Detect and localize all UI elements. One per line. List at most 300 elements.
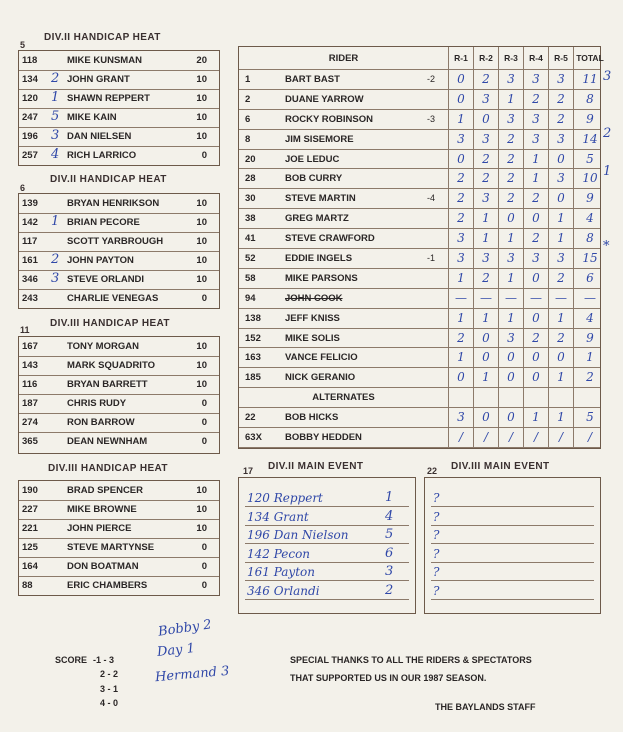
- round-score: 1: [498, 229, 523, 248]
- round-score: 1: [523, 169, 548, 188]
- rider-number: 2: [245, 93, 251, 105]
- total-score: 5: [573, 150, 606, 169]
- round-score: 0: [473, 329, 498, 348]
- heat-row: [19, 375, 219, 395]
- rider-number: 30: [245, 193, 256, 205]
- placing-note: 3: [603, 69, 612, 84]
- entry-place: 6: [385, 545, 394, 561]
- entry-rider: 346 Orlandi: [247, 583, 320, 598]
- main-event-entry: [245, 544, 409, 563]
- round-score: 3: [448, 130, 473, 149]
- handicap-points: 10: [196, 131, 207, 142]
- scoreboard-row: [239, 130, 600, 150]
- round-score: 0: [448, 368, 473, 387]
- heat-row: [19, 127, 219, 147]
- heat-6-box: [18, 193, 220, 309]
- entry-rider: ?: [433, 509, 440, 524]
- rider-number: 28: [245, 173, 256, 185]
- rider-number: 134: [22, 74, 38, 85]
- rider-name: BOB CURRY: [285, 173, 343, 185]
- round-score: 2: [548, 110, 573, 129]
- round-score: /: [523, 428, 548, 447]
- round-score: 1: [548, 368, 573, 387]
- rider-number: 221: [22, 523, 38, 534]
- round-score: 2: [448, 209, 473, 228]
- finish-mark: 5: [51, 109, 60, 124]
- heat-11-number: 11: [20, 325, 30, 335]
- main-event-entry: [245, 525, 409, 544]
- main-event-entry: [431, 507, 594, 526]
- round-score: 2: [473, 70, 498, 89]
- rider-name: BRAD SPENCER: [67, 485, 144, 496]
- entry-rider: ?: [433, 583, 440, 598]
- round-score: 1: [473, 309, 498, 328]
- round-score: 3: [498, 70, 523, 89]
- round-score: 1: [548, 309, 573, 328]
- main-event-entry: [431, 544, 594, 563]
- total-score: /: [573, 428, 606, 447]
- handicap-points: 10: [196, 236, 207, 247]
- rider-number: 167: [22, 341, 38, 352]
- heat-row: [19, 394, 219, 414]
- scoreboard-row: [239, 408, 600, 428]
- entry-place: 5: [385, 527, 394, 542]
- heat-last-box: [18, 480, 220, 596]
- rider-number: 196: [22, 131, 38, 142]
- round-1-header: R-1: [448, 47, 473, 69]
- round-score: 2: [448, 189, 473, 208]
- heat-row: [19, 500, 219, 520]
- rider-number: 187: [22, 398, 38, 409]
- penalty: -1: [427, 253, 436, 264]
- round-score: 2: [473, 269, 498, 288]
- rider-header: RIDER: [328, 53, 359, 64]
- heat-row: [19, 576, 219, 595]
- rider-name: BRIAN PECORE: [67, 217, 140, 228]
- entry-rider: ?: [433, 546, 440, 561]
- main-event-17-number: 17: [243, 466, 254, 476]
- round-4-header: R-4: [523, 47, 548, 69]
- handicap-points: 10: [196, 341, 207, 352]
- penalty: -3: [427, 113, 436, 124]
- rider-number: 163: [245, 352, 261, 364]
- rider-name: SHAWN REPPERT: [67, 93, 150, 104]
- rider-name: JIM SISEMORE: [285, 133, 354, 145]
- round-score: 2: [523, 90, 548, 109]
- round-score: 1: [448, 348, 473, 367]
- round-score: 1: [548, 229, 573, 248]
- heat-row: [19, 194, 219, 214]
- rider-number: 125: [22, 542, 38, 553]
- heat-row: [19, 270, 219, 290]
- rider-number: 52: [245, 253, 256, 265]
- round-score: 1: [523, 150, 548, 169]
- rider-name: TONY MORGAN: [67, 341, 139, 352]
- total-score: 9: [573, 329, 606, 348]
- scoreboard-row: [239, 269, 600, 289]
- handicap-points: 10: [196, 93, 207, 104]
- total-score: 9: [573, 110, 606, 129]
- round-score: 3: [548, 70, 573, 89]
- heat-row: [19, 289, 219, 308]
- handicap-points: 10: [196, 379, 207, 390]
- rider-name: MIKE KAIN: [67, 112, 117, 123]
- round-5-header: R-5: [548, 47, 573, 69]
- rider-number: 274: [22, 417, 38, 428]
- rider-name: NICK GERANIO: [285, 372, 356, 384]
- rider-number: 8: [245, 133, 251, 145]
- total-score: 8: [573, 90, 606, 109]
- round-score: 1: [498, 269, 523, 288]
- rider-scoreboard: [238, 46, 604, 449]
- main-event-22-title: DIV.III MAIN EVENT: [451, 461, 550, 472]
- rider-number: 116: [22, 379, 38, 390]
- round-score: 2: [548, 90, 573, 109]
- heat-row: [19, 213, 219, 233]
- handicap-points: 10: [196, 274, 207, 285]
- total-score: 15: [573, 249, 606, 268]
- round-score: 3: [473, 130, 498, 149]
- round-score: 2: [523, 189, 548, 208]
- round-score: —: [548, 289, 573, 308]
- main-event-entry: [431, 488, 594, 507]
- handicap-points: 10: [196, 504, 207, 515]
- round-score: 0: [548, 348, 573, 367]
- entry-place: 4: [385, 508, 394, 524]
- rider-number: 139: [22, 198, 38, 209]
- round-score: —: [448, 289, 473, 308]
- scoreboard-row: [239, 348, 600, 368]
- rider-number: 365: [22, 436, 38, 447]
- handicap-points: 0: [201, 436, 207, 447]
- round-score: 0: [523, 269, 548, 288]
- finish-mark: 1: [51, 90, 60, 105]
- score-line-4: 4 - 0: [100, 698, 119, 708]
- rider-name: JEFF KNISS: [285, 312, 340, 324]
- rider-name: JOHN PAYTON: [67, 255, 134, 266]
- entry-rider: 134 Grant: [247, 509, 309, 524]
- handicap-points: 20: [196, 55, 207, 66]
- round-score: 1: [448, 309, 473, 328]
- rider-number: 257: [22, 150, 38, 161]
- handicap-points: 0: [201, 561, 207, 572]
- rider-number: 161: [22, 255, 38, 266]
- round-score: —: [498, 289, 523, 308]
- rider-number: 1: [245, 74, 251, 85]
- finish-mark: 1: [51, 214, 60, 229]
- round-score: 0: [523, 368, 548, 387]
- finish-mark: 4: [51, 147, 60, 162]
- handicap-points: 0: [201, 150, 207, 161]
- round-score: 3: [448, 408, 473, 427]
- entry-place: 2: [385, 582, 394, 598]
- round-score: 2: [523, 229, 548, 248]
- rider-name: MIKE KUNSMAN: [67, 55, 142, 66]
- main-event-entry: [431, 581, 594, 600]
- entry-rider: 196 Dan Nielson: [247, 528, 349, 542]
- round-score: 0: [523, 209, 548, 228]
- rider-number: 6: [245, 113, 251, 125]
- heat-row: [19, 89, 219, 109]
- rider-number: 138: [245, 312, 261, 324]
- heat-11-box: [18, 336, 220, 454]
- rider-number: 164: [22, 561, 38, 572]
- rider-number: 346: [22, 274, 38, 285]
- round-score: 3: [498, 249, 523, 268]
- handicap-points: 10: [196, 217, 207, 228]
- total-score: —: [573, 289, 606, 308]
- scoreboard-row: [239, 309, 600, 329]
- scoreboard-row: [239, 70, 600, 90]
- rider-name: SCOTT YARBROUGH: [67, 236, 164, 247]
- total-score: 14: [573, 130, 606, 149]
- scoreboard-row: [239, 329, 600, 349]
- heat-row: [19, 538, 219, 558]
- rider-name: DEAN NEWNHAM: [67, 436, 148, 447]
- rider-number: 22: [245, 412, 256, 424]
- round-score: 3: [498, 329, 523, 348]
- main-event-17-box: [238, 477, 416, 614]
- rider-name: MARK SQUADRITO: [67, 360, 155, 371]
- placing-note: *: [603, 239, 610, 255]
- rider-name: BRYAN HENRIKSON: [67, 198, 160, 209]
- finish-mark: 2: [51, 252, 60, 267]
- scoreboard-row: [239, 289, 600, 309]
- round-score: 3: [523, 130, 548, 149]
- round-score: 1: [548, 209, 573, 228]
- entry-place: 3: [385, 564, 394, 579]
- heat-row: [19, 337, 219, 357]
- rider-number: 58: [245, 272, 256, 284]
- round-score: 3: [473, 249, 498, 268]
- round-score: —: [473, 289, 498, 308]
- heat-6-title: DIV.II HANDICAP HEAT: [50, 174, 167, 185]
- rider-name: ERIC CHAMBERS: [67, 580, 148, 591]
- round-score: 0: [473, 348, 498, 367]
- rider-name: ROCKY ROBINSON: [285, 113, 373, 125]
- entry-rider: ?: [433, 528, 440, 542]
- rider-name: BOBBY HEDDEN: [285, 432, 362, 444]
- heat-5-number: 5: [20, 40, 26, 50]
- handwritten-bobby: Bobby 2: [157, 617, 213, 640]
- rider-name: JOHN COOK: [285, 292, 343, 304]
- round-score: 0: [473, 110, 498, 129]
- round-score: /: [448, 428, 473, 447]
- rider-number: 243: [22, 293, 38, 304]
- rider-number: 120: [22, 93, 38, 104]
- heat-row: [19, 146, 219, 165]
- handwritten-day: Day 1: [156, 641, 196, 660]
- rider-number: 118: [22, 55, 38, 66]
- round-score: 0: [498, 368, 523, 387]
- total-score: 4: [573, 309, 606, 328]
- round-score: 3: [523, 70, 548, 89]
- rider-number: 94: [245, 292, 256, 304]
- rider-number: 20: [245, 153, 256, 165]
- total-score: 10: [573, 169, 606, 188]
- handicap-points: 10: [196, 485, 207, 496]
- round-score: 1: [473, 209, 498, 228]
- main-event-entry: [245, 562, 409, 581]
- placing-note: 1: [603, 163, 612, 179]
- handicap-points: 10: [196, 523, 207, 534]
- rider-number: 88: [22, 580, 33, 591]
- rider-name: STEVE ORLANDI: [67, 274, 145, 285]
- handicap-points: 0: [201, 398, 207, 409]
- rider-name: MIKE BROWNE: [67, 504, 137, 515]
- round-score: 1: [473, 368, 498, 387]
- rider-number: 63X: [245, 432, 262, 444]
- finish-mark: 2: [51, 71, 60, 86]
- round-score: 2: [473, 169, 498, 188]
- entry-rider: 120 Reppert: [247, 491, 323, 505]
- main-event-22-box: [424, 477, 601, 614]
- round-score: 0: [523, 309, 548, 328]
- heat-5-title: DIV.II HANDICAP HEAT: [44, 32, 161, 43]
- heat-row: [19, 232, 219, 252]
- handicap-points: 0: [201, 417, 207, 428]
- total-score: 8: [573, 229, 606, 248]
- scoreboard-row: [239, 189, 600, 209]
- rider-name: STEVE CRAWFORD: [285, 233, 375, 245]
- rider-number: 117: [22, 236, 38, 247]
- scoreboard-row: [239, 428, 600, 448]
- heat-11-title: DIV.III HANDICAP HEAT: [50, 318, 170, 329]
- heat-row: [19, 481, 219, 501]
- round-score: 3: [548, 249, 573, 268]
- rider-name: JOE LEDUC: [285, 153, 340, 165]
- rider-name: VANCE FELICIO: [285, 352, 358, 364]
- entry-rider: ?: [433, 491, 440, 505]
- round-score: 3: [448, 249, 473, 268]
- entry-place: 1: [385, 490, 394, 505]
- rider-number: 185: [245, 372, 261, 384]
- round-score: 0: [548, 150, 573, 169]
- round-score: 2: [548, 269, 573, 288]
- total-score: 1: [573, 348, 606, 367]
- total-score: 2: [573, 368, 606, 387]
- round-score: 0: [523, 348, 548, 367]
- round-2-header: R-2: [473, 47, 498, 69]
- rider-name: MIKE PARSONS: [285, 272, 358, 284]
- heat-row: [19, 356, 219, 376]
- heat-row: [19, 557, 219, 577]
- heat-5-box: [18, 50, 220, 166]
- rider-number: 152: [245, 332, 261, 344]
- round-score: 3: [523, 110, 548, 129]
- round-score: 0: [498, 209, 523, 228]
- rider-name: DAN NIELSEN: [67, 131, 132, 142]
- round-score: 0: [448, 150, 473, 169]
- round-score: 0: [498, 348, 523, 367]
- rider-number: 143: [22, 360, 38, 371]
- scoreboard-row: [239, 229, 600, 249]
- rider-name: DON BOATMAN: [67, 561, 139, 572]
- handicap-points: 0: [201, 542, 207, 553]
- round-score: 0: [448, 90, 473, 109]
- scoreboard-row: [239, 249, 600, 269]
- round-score: 2: [498, 130, 523, 149]
- rider-name: BOB HICKS: [285, 412, 339, 424]
- round-score: 1: [498, 309, 523, 328]
- rider-number: 38: [245, 213, 256, 225]
- main-event-entry: [245, 581, 409, 600]
- round-score: 3: [548, 130, 573, 149]
- rider-name: GREG MARTZ: [285, 213, 349, 225]
- round-score: —: [523, 289, 548, 308]
- round-score: 3: [473, 189, 498, 208]
- scoreboard-row: [239, 110, 600, 130]
- score-label: SCORE: [55, 655, 88, 665]
- round-score: 2: [523, 329, 548, 348]
- rider-number: 142: [22, 217, 38, 228]
- main-event-entry: [431, 525, 594, 544]
- rider-number: 41: [245, 233, 256, 245]
- round-score: 1: [448, 110, 473, 129]
- entry-rider: 161 Payton: [247, 565, 315, 579]
- handicap-points: 0: [201, 293, 207, 304]
- thanks-line-1: SPECIAL THANKS TO ALL THE RIDERS & SPECTATORS: [290, 655, 532, 665]
- rider-name: CHARLIE VENEGAS: [67, 293, 159, 304]
- round-score: /: [473, 428, 498, 447]
- alternates-header: [239, 388, 600, 408]
- heat-row: [19, 70, 219, 90]
- penalty: -4: [427, 193, 436, 204]
- round-score: 1: [498, 90, 523, 109]
- handicap-points: 10: [196, 74, 207, 85]
- round-score: /: [548, 428, 573, 447]
- round-score: 1: [523, 408, 548, 427]
- scoreboard-row: [239, 368, 600, 388]
- rider-name: RICH LARRICO: [67, 150, 137, 161]
- rider-name: STEVE MARTYNSE: [67, 542, 155, 553]
- thanks-line-2: THAT SUPPORTED US IN OUR 1987 SEASON.: [290, 673, 487, 683]
- main-event-entry: [245, 488, 409, 507]
- total-score: 4: [573, 209, 606, 228]
- round-score: 2: [473, 150, 498, 169]
- scoreboard-row: [239, 90, 600, 110]
- round-score: 1: [473, 229, 498, 248]
- rider-name: BRYAN BARRETT: [67, 379, 148, 390]
- handicap-points: 10: [196, 360, 207, 371]
- round-score: 0: [498, 408, 523, 427]
- finish-mark: 3: [51, 128, 60, 143]
- finish-mark: 3: [51, 271, 60, 286]
- total-score: 9: [573, 189, 606, 208]
- round-score: 3: [548, 169, 573, 188]
- round-score: 1: [448, 269, 473, 288]
- heat-row: [19, 432, 219, 451]
- heat-6-number: 6: [20, 183, 26, 193]
- rider-name: JOHN GRANT: [67, 74, 130, 85]
- handicap-points: 10: [196, 112, 207, 123]
- rider-name: MIKE SOLIS: [285, 332, 340, 344]
- round-score: /: [498, 428, 523, 447]
- entry-rider: ?: [433, 565, 440, 579]
- handicap-points: 10: [196, 198, 207, 209]
- score-line-1: -1 - 3: [93, 655, 115, 665]
- staff-signoff: THE BAYLANDS STAFF: [435, 702, 536, 712]
- round-score: 2: [448, 329, 473, 348]
- main-event-entry: [245, 507, 409, 526]
- round-score: 1: [548, 408, 573, 427]
- rider-name: JOHN PIERCE: [67, 523, 132, 534]
- rider-name: BART BAST: [285, 74, 340, 85]
- score-line-3: 3 - 1: [100, 684, 119, 694]
- round-score: 2: [498, 150, 523, 169]
- heat-row: [19, 519, 219, 539]
- penalty: -2: [427, 74, 436, 84]
